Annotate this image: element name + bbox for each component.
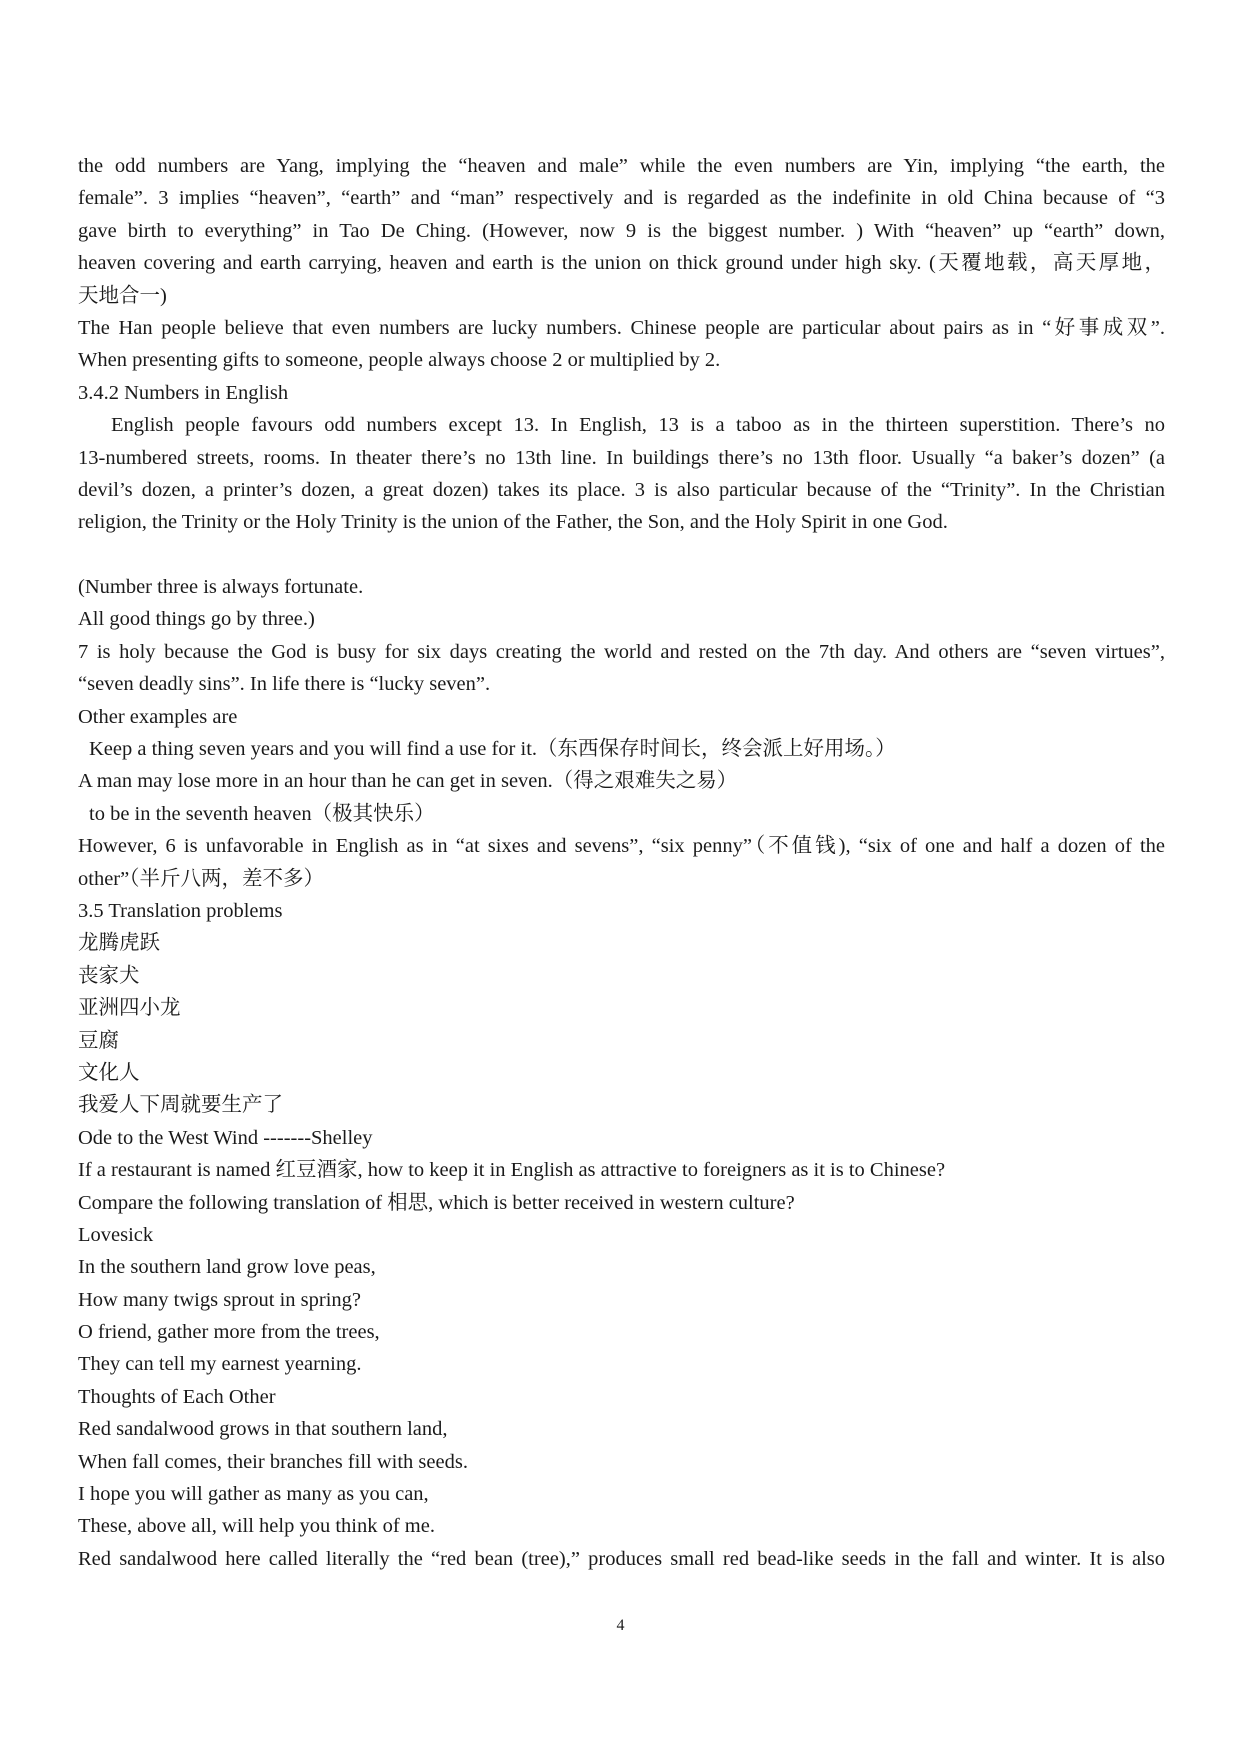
list-item: 亚洲四小龙 [78,997,181,1020]
paragraph-line: devil’s dozen, a printer’s dozen, a great dozen) takes its place. 3 is also particular because of the “Trinity”. In the Christian [78,478,1165,501]
list-item: 豆腐 [78,1029,119,1052]
paragraph-line: heaven covering and earth carrying, heaven and earth is the union on thick ground under high sky. (天覆地载，高天厚地， [78,252,1165,275]
list-item: 文化人 [78,1061,140,1084]
paragraph-line: 13-numbered streets, rooms. In theater there’s no 13th line. In buildings there’s no 13th floor. Usually “a baker’s dozen” (a [78,446,1165,469]
paragraph-line: When presenting gifts to someone, people always choose 2 or multiplied by 2. [78,349,721,372]
poem-line: These, above all, will help you think of me. [78,1515,435,1538]
paragraph-line: If a restaurant is named 红豆酒家, how to keep it in English as attractive to foreigners as it is to Chinese? [78,1159,946,1182]
list-item: 丧家犬 [78,964,140,987]
blank-line [78,539,1165,571]
example-line: to be in the seventh heaven（极其快乐） [89,802,435,825]
poem-line: I hope you will gather as many as you can, [78,1483,429,1506]
paragraph-line: Other examples are [78,705,238,728]
section-heading: 3.5 Translation problems [78,899,283,922]
poem-line: In the southern land grow love peas, [78,1256,376,1279]
paragraph-line: religion, the Trinity or the Holy Trinity is the union of the Father, the Son, and the Holy Spirit in one God. [78,511,948,534]
section-heading: 3.4.2 Numbers in English [78,381,289,404]
poem-line: When fall comes, their branches fill with seeds. [78,1450,468,1473]
paragraph-line: 天地合一) [78,284,167,307]
list-item: 龙腾虎跃 [78,932,160,955]
paragraph-line: Red sandalwood here called literally the “red bean (tree),” produces small red bead-like seeds in the fall and winter. It is also [78,1547,1165,1570]
paragraph-line: 7 is holy because the God is busy for six days creating the world and rested on the 7th day. And others are “seven virtues”, [78,640,1165,663]
example-line: Keep a thing seven years and you will find a use for it.（东西保存时间长，终会派上好用场。） [89,738,896,761]
list-item: Ode to the West Wind -------Shelley [78,1126,373,1149]
poem-title: Lovesick [78,1223,154,1246]
paragraph-line: “seven deadly sins”. In life there is “lucky seven”. [78,673,491,696]
page-number: 4 [616,1617,625,1634]
paragraph-line: gave birth to everything” in Tao De Ching. (However, now 9 is the biggest number. ) With “heaven” up “earth” down, [78,219,1165,242]
poem-title: Thoughts of Each Other [78,1385,276,1408]
example-line: A man may lose more in an hour than he can get in seven.（得之艰难失之易） [78,770,738,793]
paragraph-line: (Number three is always fortunate. [78,576,364,599]
paragraph-line: However, 6 is unfavorable in English as in “at sixes and sevens”, “six penny”（不值钱), “six of one and half a dozen of the [78,835,1165,858]
list-item: 我爱人下周就要生产了 [78,1094,283,1117]
paragraph-line: English people favours odd numbers except 13. In English, 13 is a taboo as in the thirteen superstition. There’s no [111,414,1165,437]
poem-line: O friend, gather more from the trees, [78,1321,380,1344]
paragraph-line: the odd numbers are Yang, implying the “heaven and male” while the even numbers are Yin, implying “the earth, the [78,155,1165,177]
paragraph-line: other”（半斤八两，差不多） [78,867,324,890]
poem-line: Red sandalwood grows in that southern land, [78,1418,448,1441]
paragraph-line: All good things go by three.) [78,608,315,631]
paragraph-line: The Han people believe that even numbers are lucky numbers. Chinese people are particular about pairs as in “好事成双”. [78,316,1165,339]
poem-line: How many twigs sprout in spring? [78,1288,361,1311]
page-body [78,150,1165,1575]
paragraph-line: female”. 3 implies “heaven”, “earth” and “man” respectively and is regarded as the indefinite in old China because of “3 [78,187,1165,210]
poem-line: They can tell my earnest yearning. [78,1353,362,1376]
paragraph-line: Compare the following translation of 相思, which is better received in western culture? [78,1191,795,1214]
